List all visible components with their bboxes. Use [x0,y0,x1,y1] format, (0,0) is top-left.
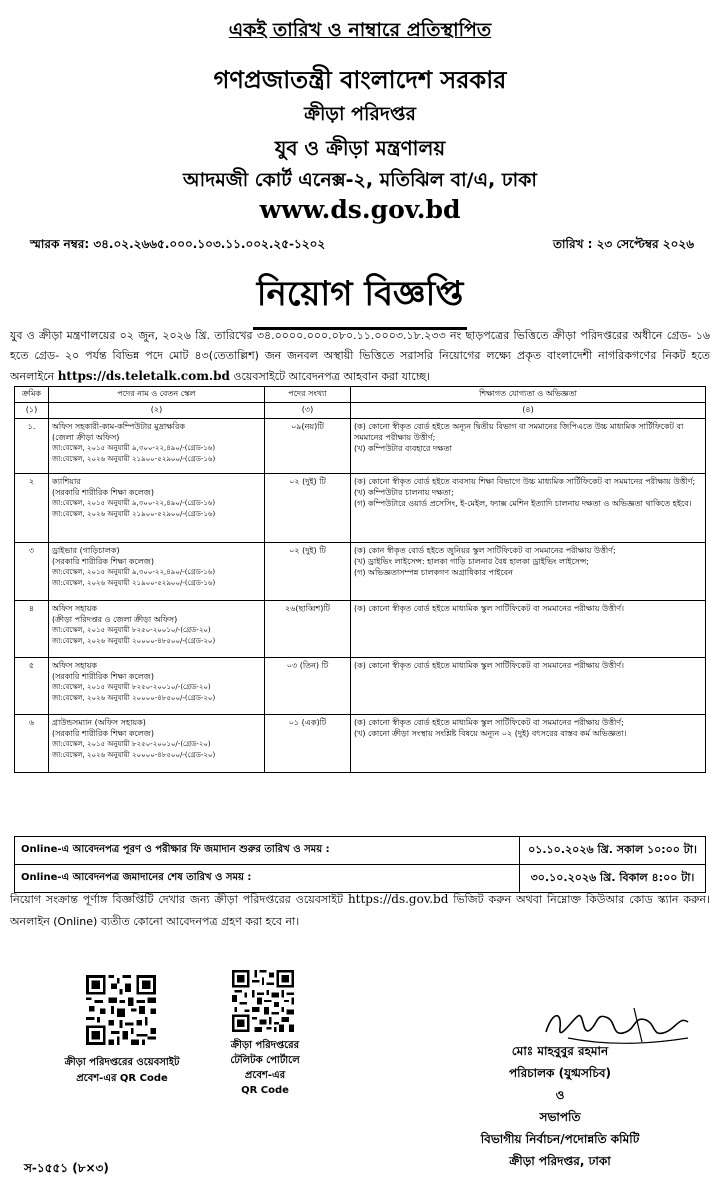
government-name: গণপ্রজাতন্ত্রী বাংলাদেশ সরকার [213,66,507,94]
col-header-count: পদের সংখ্যা [265,387,351,403]
pay-scale-2026: জা:বেস্কেল, ২০২৬ অনুযায়ী ২০০০০-৪৮৫০০/-(গ্রেড-২০) [52,694,216,702]
qualification-cell [351,419,706,474]
website-qr-caption [24,1055,220,1087]
table-row [15,658,706,715]
row-serial: ২ [15,474,49,543]
qr-caption-line: ক্রীড়া পরিদপ্তরের ওয়েবসাইট [64,1057,180,1068]
qualification-item: (গ) অভিজ্ঞতাসম্পন্ন চালকগণ অগ্রাধিকার পাইবেন [354,568,513,577]
post-name: ক্যাশিয়ার [52,477,81,486]
website-qr-code [86,975,156,1045]
post-count: ২৬(ছাব্বিশ)টি [265,601,351,658]
post-name: গ্রাউন্ডসম্যান (অফিস সহায়ক) [52,718,146,727]
notice-text: নিয়োগ সংক্রান্ত পূর্ণাঙ্গ বিজ্ঞপ্তিটি দেখার জন্য ক্রীড়া পরিদপ্তরের ওয়েবসাইট [10,893,344,906]
post-office: (সরকারি শারীরিক শিক্ষা কলেজ) [52,672,154,681]
post-office: (ক্রীড়া পরিদপ্তর ও জেলা ক্রীড়া অফিস) [52,615,178,624]
notice-text-end: ভিজিট করুন অথবা নিম্নোক্ত কিউআর কোড স্ক্যান করুন। অনলাইন (Online) ব্যতীত কোনো আবেদনপত্র গ্রহণ করা হবে না। [10,893,711,928]
post-cell [49,715,265,773]
col-header-serial: ক্রমিক [15,387,49,403]
col-header-qualification: শিক্ষাগত যোগ্যতা ও অভিজ্ঞতা [351,387,706,403]
row-serial: ৫ [15,658,49,715]
qualification-item: (খ) কম্পিউটার চালনায় দক্ষতা; [354,488,454,497]
col-num: (২) [49,403,265,419]
qualification-item: (খ) কোনো ক্রীড়া সংস্থায় সংশ্লিষ্ট বিষয়ে অন্যূন ০২ (দুই) বৎসরের বাস্তব কর্ম অভিজ্ঞতা। [354,729,627,738]
post-name: ড্রাইভার (গাড়িচালক) [52,546,120,555]
qualification-item: (ক) কোনো স্বীকৃত বোর্ড হইতে মাধ্যমিক স্কুল সার্টিফিকেট বা সমমানের পরীক্ষায় উত্তীর্ণ; [354,718,624,727]
post-count: ০২ (দুই) টি [265,543,351,601]
table-header-num-row [15,403,706,419]
post-office: (সরকারি শারীরিক শিক্ষা কলেজ) [52,557,154,566]
row-serial: ৪ [15,601,49,658]
post-name: অফিস সহায়ক [52,604,98,613]
post-cell [49,419,265,474]
qualification-cell [351,543,706,601]
post-count: ০২ (দুই) টি [265,474,351,543]
intro-paragraph [10,326,710,387]
memo-date: তারিখ : ২৩ সেপ্টেম্বর ২০২৬ [553,237,694,251]
pay-scale-2026: জা:বেস্কেল, ২০২৬ অনুযায়ী ২১৯০০-৫২৯০০/-(গ্রেড-১৬) [52,579,216,587]
table-header-row [15,387,706,403]
intro-text: যুব ও ক্রীড়া মন্ত্রণালয়ের ০২ জুন, ২০২৬ খ্রি. তারিখের ৩৪.০০০০.০০০.০৮০.১১.০০০৩.১৮.২৩৩ নং ছাড়পত্রের ভিত্তিতে ক্রীড়া পরিদপ্তরের অধীনে গ্রেড- ১৬ হতে গ্রেড- ২০ পর্যন্ত বিভিন্ন পদে মোট ৪৩(তেতাল্লিশ) জন জনবল অস্থায়ী ভিত্তিতে সরাসরি নিয়োগের লক্ষ্যে প্রকৃত বাংলাদেশী নাগরিকগণের নিকট হতে অনলাইনে [10,329,710,383]
page-title [0,268,720,330]
qr-caption-line: টেলিটক পোর্টালে [230,1055,300,1066]
post-office: (সরকারি শারীরিক শিক্ষা কলেজ) [52,729,154,738]
office-address: আদমজী কোর্ট এনেক্স-২, মতিঝিল বা/এ, ঢাকা [183,169,537,191]
post-count: ০১ (এক)টি [265,715,351,773]
ds-website-link[interactable]: https://ds.gov.bd [347,892,449,906]
online-start-row [15,837,706,865]
pay-scale-2026: জা:বেস্কেল, ২০২৬ অনুযায়ী ২০০০০-৪৮৫০০/-(গ্রেড-২০) [52,751,216,759]
col-num: (৪) [351,403,706,419]
pay-scale-2015: জা:বেস্কেল, ২০১৫ অনুযায়ী ৯,৩০০-২২,৪৯০/-(গ্রেড-১৬) [52,499,216,507]
teletalk-qr-code [232,970,294,1032]
qualification-item: (ক) কোনো স্বীকৃত বোর্ড হইতে মাধ্যমিক স্কুল সার্টিফিকেট বা সমমানের পরীক্ষায় উত্তীর্ণ। [354,661,624,670]
post-cell [49,658,265,715]
row-serial: ৬ [15,715,49,773]
qr-caption-line: প্রবেশ-এর [244,1070,286,1081]
qualification-item: (ক) কোন স্বীকৃত বোর্ড হইতে জুনিয়র স্কুল সার্টিফিকেট বা সমমানের পরীক্ষায় উত্তীর্ণ; [354,546,616,555]
post-cell [49,474,265,543]
memo-number: স্মারক নম্বর: ৩৪.০২.২৬৬৫.০০০.১০৩.১১.০০২.২৫-১২০২ [30,237,326,251]
qualification-item: (গ) কম্পিউটারে ওয়ার্ড প্রসেসিং, ই-মেইল, ফ্যাক্স মেশিন ইত্যাদি চালনায় দক্ষতা ও অভিজ্ঞতা থাকিতে হইবে। [354,499,692,508]
signatory-designation: পরিচালক (যুগ্মসচিব) [508,1066,612,1080]
online-start-label: Online-এ আবেদনপত্র পূরণ ও পরীক্ষার ফি জমাদান শুরুর তারিখ ও সময় : [15,837,520,865]
pay-scale-2015: জা:বেস্কেল, ২০১৫ অনুযায়ী ৮২৫০-২০০১০/-(গ্রেড-২০) [52,683,211,691]
col-header-post: পদের নাম ও বেতন স্কেল [49,387,265,403]
post-count: ০৩ (তিন) টি [265,658,351,715]
replacement-note: একই তারিখ ও নাম্বারে প্রতিস্থাপিত [228,19,492,41]
teletalk-link[interactable]: https://ds.teletalk.com.bd [57,369,230,383]
row-serial: ১. [15,419,49,474]
online-dates-table [14,836,706,893]
post-office: (জেলা ক্রীড়া অফিস) [52,433,120,442]
col-num: (১) [15,403,49,419]
qualification-item: (ক) কোনো স্বীকৃত বোর্ড হইতে ব্যবসায় শিক্ষা বিভাগে উচ্চ মাধ্যমিক সার্টিফিকেট বা সমমানের পরীক্ষায় উত্তীর্ণ; [354,477,696,486]
post-cell [49,601,265,658]
qualification-cell [351,474,706,543]
posts-table [14,386,706,773]
post-cell [49,543,265,601]
teletalk-qr-caption [210,1038,320,1098]
intro-text-end: ওয়েবসাইটে আবেদনপত্র আহবান করা যাচ্ছে। [233,370,431,383]
pay-scale-2015: জা:বেস্কেল, ২০১৫ অনুযায়ী ৮২৫০-২০০১০/-(গ্রেড-২০) [52,740,211,748]
qualification-cell [351,601,706,658]
qualification-item: (খ) কম্পিউটার ব্যবহারে দক্ষতা [354,444,452,453]
table-row [15,601,706,658]
signatory-name: মোঃ মাহবুবুর রহমান [511,1044,609,1058]
table-row [15,543,706,601]
table-row [15,474,706,543]
post-name: অফিস সহায়ক [52,661,98,670]
qualification-item: (ক) কোনো স্বীকৃত বোর্ড হইতে অন্যূন দ্বিতীয় বিভাগ বা সমমানের জিপিএতে উচ্চ মাধ্যমিক সার্টিফিকেট বা সমমানের পরীক্ষায় উত্তীর্ণ; [354,422,684,442]
publication-code: স-১৫৫১ (৮×৩) [24,1161,109,1175]
pay-scale-2026: জা:বেস্কেল, ২০২৬ অনুযায়ী ২০০০০-৪৮৫০০/-(গ্রেড-২০) [52,637,216,645]
pay-scale-2015: জা:বেস্কেল, ২০১৫ অনুযায়ী ৮২৫০-২০০১০/-(গ্রেড-২০) [52,626,211,634]
qualification-cell [351,715,706,773]
post-office: (সরকারি শারীরিক শিক্ষা কলেজ) [52,488,154,497]
online-end-label: Online-এ আবেদনপত্র জমাদানের শেষ তারিখ ও সময় : [15,865,520,893]
qualification-cell [351,658,706,715]
table-row [15,419,706,474]
signatory-committee: বিভাগীয় নির্বাচন/পদোন্নতি কমিটি [480,1132,640,1146]
pay-scale-2026: জা:বেস্কেল, ২০২৬ অনুযায়ী ২১৯০০-৫২৯০০/-(গ্রেড-১৬) [52,510,216,518]
qualification-item: (ক) কোনো স্বীকৃত বোর্ড হইতে মাধ্যমিক স্কুল সার্টিফিকেট বা সমমানের পরীক্ষায় উত্তীর্ণ। [354,604,624,613]
title-text: নিয়োগ বিজ্ঞপ্তি [253,268,468,330]
online-end-value: ৩০.১০.২০২৬ খ্রি. বিকাল ৪:০০ টা। [520,865,706,893]
post-name: অফিস সহকারী-কাম-কম্পিউটার মুদ্রাক্ষরিক [52,422,185,431]
qr-caption-line: ক্রীড়া পরিদপ্তরের [230,1040,300,1051]
signatory-office: ক্রীড়া পরিদপ্তর, ঢাকা [509,1154,611,1168]
website-url[interactable]: www.ds.gov.bd [259,195,461,224]
qr-caption-line: প্রবেশ-এর QR Code [76,1073,168,1084]
department-name: ক্রীড়া পরিদপ্তর [304,103,416,125]
notice-paragraph [10,888,710,933]
qualification-item: (খ) ড্রাইভিং লাইসেন্স: হালকা গাড়ি চালনার বৈধ হালকা ড্রাইভিং লাইসেন্স; [354,557,589,566]
signatory-role: সভাপতি [539,1110,581,1124]
pay-scale-2015: জা:বেস্কেল, ২০১৫ অনুযায়ী ৯,৩০০-২২,৪৯০/-(গ্রেড-১৬) [52,568,216,576]
online-start-value: ০১.১০.২০২৬ খ্রি. সকাল ১০:০০ টা। [520,837,706,865]
post-count: ০৯(নয়)টি [265,419,351,474]
pay-scale-2015: জা:বেস্কেল, ২০১৫ অনুযায়ী ৯,৩০০-২২,৪৯০/-(গ্রেড-১৬) [52,444,216,452]
row-serial: ৩ [15,543,49,601]
signatory-and: ও [555,1088,565,1102]
signatory-block [400,1040,720,1172]
table-row [15,715,706,773]
qr-caption-line: QR Code [241,1085,289,1096]
pay-scale-2026: জা:বেস্কেল, ২০২৬ অনুযায়ী ২১৯০০-৫২৯০০/-(গ্রেড-১৬) [52,455,216,463]
col-num: (৩) [265,403,351,419]
ministry-name: যুব ও ক্রীড়া মন্ত্রণালয় [274,136,446,160]
